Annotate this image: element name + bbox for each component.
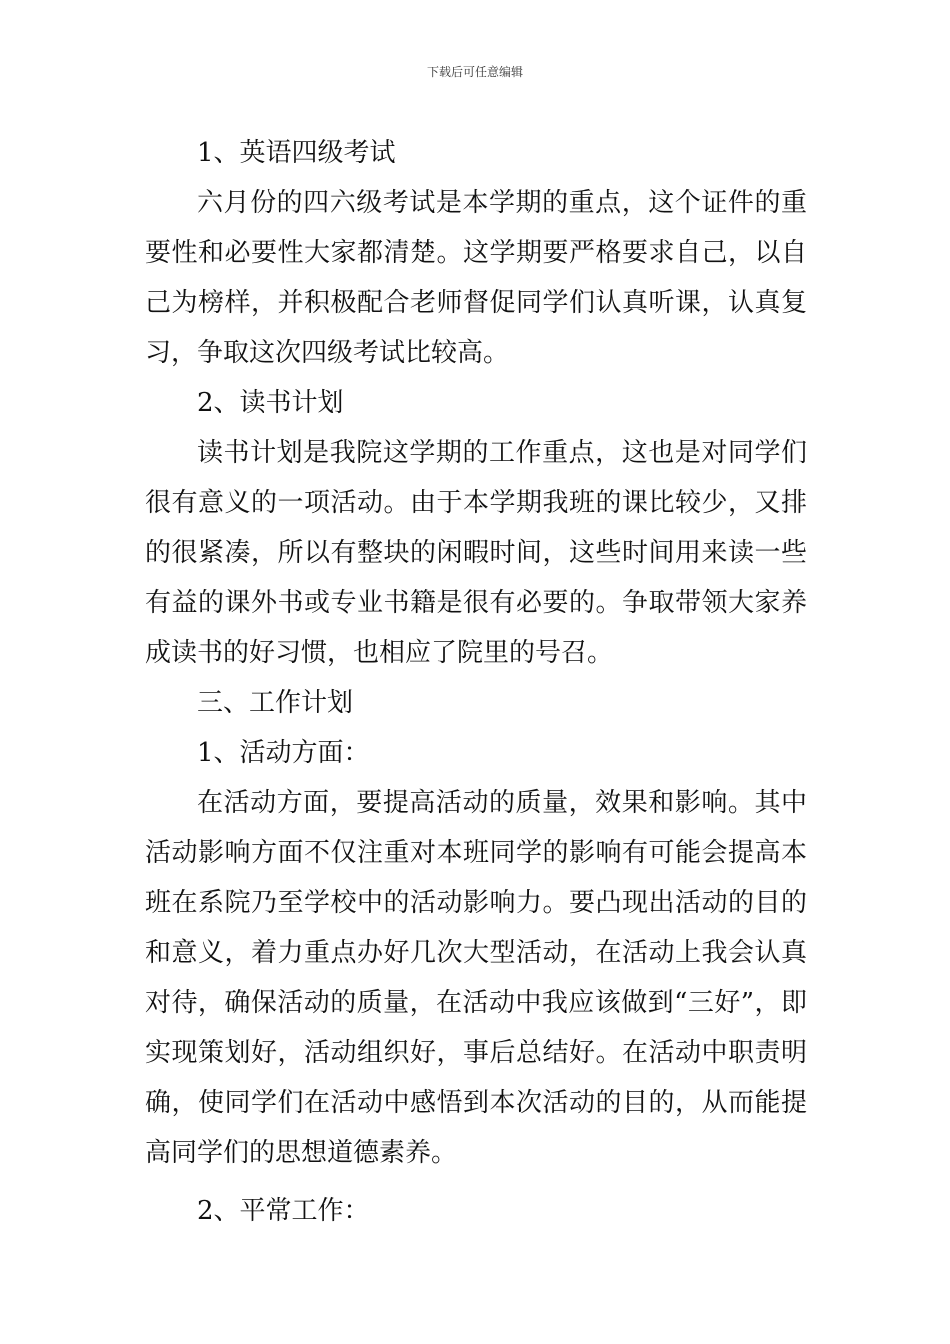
page-header: 下载后可任意编辑 [426, 65, 523, 79]
heading-english-cet4: 1、英语四级考试 [197, 138, 396, 168]
heading-routine-work: 2、平常工作： [197, 1196, 370, 1226]
document-body [145, 128, 807, 1236]
heading-work-plan: 三、工作计划 [197, 688, 354, 718]
paragraph-reading-plan: 读书计划是我院这学期的工作重点，这也是对同学们很有意义的一项活动。由于本学期我班的课比较少，又排的很紧凑，所以有整块的闲暇时间，这些时间用来读一些有益的课外书或专业书籍是很有必要的。争取带领大家养成读书的好习惯，也相应了院里的号召。 [145, 438, 807, 668]
heading-reading-plan: 2、读书计划 [197, 388, 344, 418]
heading-activities: 1、活动方面： [197, 738, 370, 768]
paragraph-cet4: 六月份的四六级考试是本学期的重点，这个证件的重要性和必要性大家都清楚。这学期要严格要求自己，以自己为榜样，并积极配合老师督促同学们认真听课，认真复习，争取这次四级考试比较高。 [145, 188, 807, 368]
paragraph-activities: 在活动方面，要提高活动的质量，效果和影响。其中活动影响方面不仅注重对本班同学的影响有可能会提高本班在系院乃至学校中的活动影响力。要凸现出活动的目的和意义，着力重点办好几次大型活动，在活动上我会认真对待，确保活动的质量，在活动中我应该做到“三好”，即实现策划好，活动组织好，事后总结好。在活动中职责明确，使同学们在活动中感悟到本次活动的目的，从而能提高同学们的思想道德素养。 [145, 788, 807, 1168]
